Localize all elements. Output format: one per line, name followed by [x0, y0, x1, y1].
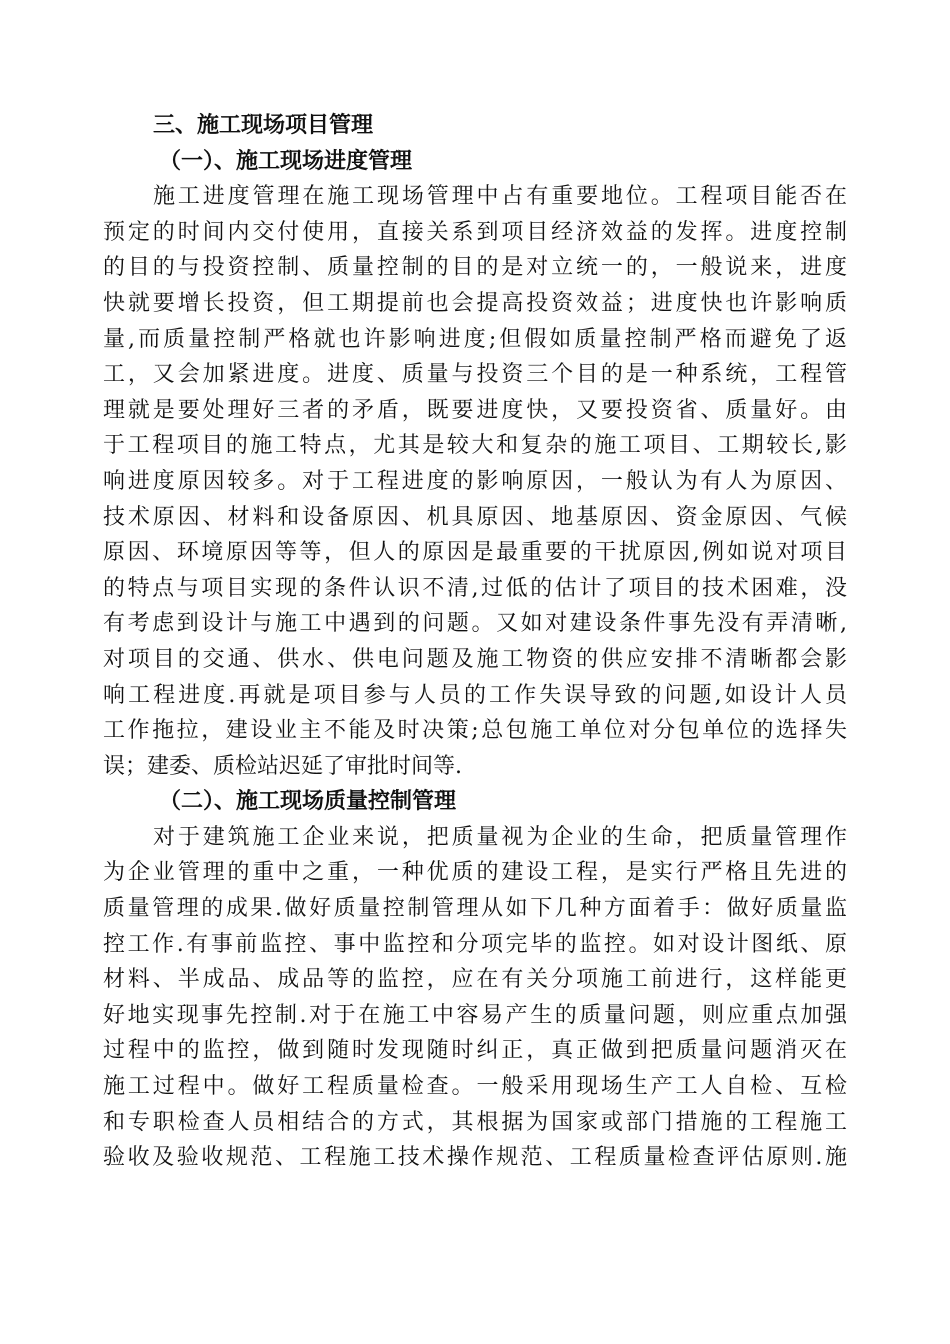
- text-line: 量,而质量控制严格就也许影响进度;但假如质量控制严格而避免了返: [103, 326, 847, 352]
- section-heading: 三、施工现场项目管理: [153, 113, 374, 138]
- text-line: 为企业管理的重中之重，一种优质的建设工程，是实行严格且先进的: [103, 860, 847, 886]
- text-line: 的特点与项目实现的条件认识不清,过低的估计了项目的技术困难，没: [103, 575, 847, 601]
- text-line: 对项目的交通、供水、供电问题及施工物资的供应安排不清晰都会影: [103, 646, 847, 672]
- text-line: 的目的与投资控制、质量控制的目的是对立统一的，一般说来，进度: [103, 255, 847, 281]
- text-line: 对于建筑施工企业来说，把质量视为企业的生命，把质量管理作: [153, 824, 847, 850]
- text-line: 快就要增长投资，但工期提前也会提高投资效益；进度快也许影响质: [103, 290, 847, 316]
- document-body: [103, 108, 847, 1176]
- text-line: 于工程项目的施工特点，尤其是较大和复杂的施工项目、工期较长,影: [103, 433, 847, 459]
- text-line: 原因、环境原因等等，但人的原因是最重要的干扰原因,例如说对项目: [103, 540, 847, 566]
- text-line: 好地实现事先控制.对于在施工中容易产生的质量问题，则应重点加强: [103, 1002, 847, 1028]
- text-line: 和专职检查人员相结合的方式，其根据为国家或部门措施的工程施工: [103, 1109, 847, 1135]
- text-line: 工，又会加紧进度。进度、质量与投资三个目的是一种系统，工程管: [103, 362, 847, 388]
- text-line: 预定的时间内交付使用，直接关系到项目经济效益的发挥。进度控制: [103, 219, 847, 245]
- text-line: 过程中的监控，做到随时发现随时纠正，真正做到把质量问题消灭在: [103, 1038, 847, 1064]
- paragraph-quality-management: [103, 820, 847, 1176]
- paragraph-progress-management: [103, 179, 847, 784]
- text-line: 响工程进度.再就是项目参与人员的工作失误导致的问题,如设计人员: [103, 682, 847, 708]
- subsection-heading-quality: （二）、施工现场质量控制管理: [159, 789, 457, 815]
- text-line: 理就是要处理好三者的矛盾，既要进度快，又要投资省、质量好。由: [103, 397, 847, 423]
- text-line: 材料、半成品、成品等的监控，应在有关分项施工前进行，这样能更: [103, 967, 847, 993]
- text-line: 验收及验收规范、工程施工技术操作规范、工程质量检查评估原则.施: [103, 1145, 847, 1171]
- text-line: 质量管理的成果.做好质量控制管理从如下几种方面着手：做好质量监: [103, 896, 847, 922]
- text-line: 控工作.有事前监控、事中监控和分项完毕的监控。如对设计图纸、原: [103, 931, 847, 957]
- text-line: 施工进度管理在施工现场管理中占有重要地位。工程项目能否在: [153, 184, 847, 210]
- text-line: 技术原因、材料和设备原因、机具原因、地基原因、资金原因、气候: [103, 504, 847, 530]
- text-line: 响进度原因较多。对于工程进度的影响原因，一般认为有人为原因、: [103, 468, 847, 494]
- text-line: 误；建委、质检站迟延了审批时间等.: [103, 753, 462, 779]
- text-line: 有考虑到设计与施工中遇到的问题。又如对建设条件事先没有弄清晰,: [103, 611, 847, 637]
- text-line: 施工过程中。做好工程质量检查。一般采用现场生产工人自检、互检: [103, 1074, 847, 1100]
- text-line: 工作拖拉，建设业主不能及时决策;总包施工单位对分包单位的选择失: [103, 718, 847, 744]
- subsection-heading-progress: （一）、施工现场进度管理: [159, 148, 413, 174]
